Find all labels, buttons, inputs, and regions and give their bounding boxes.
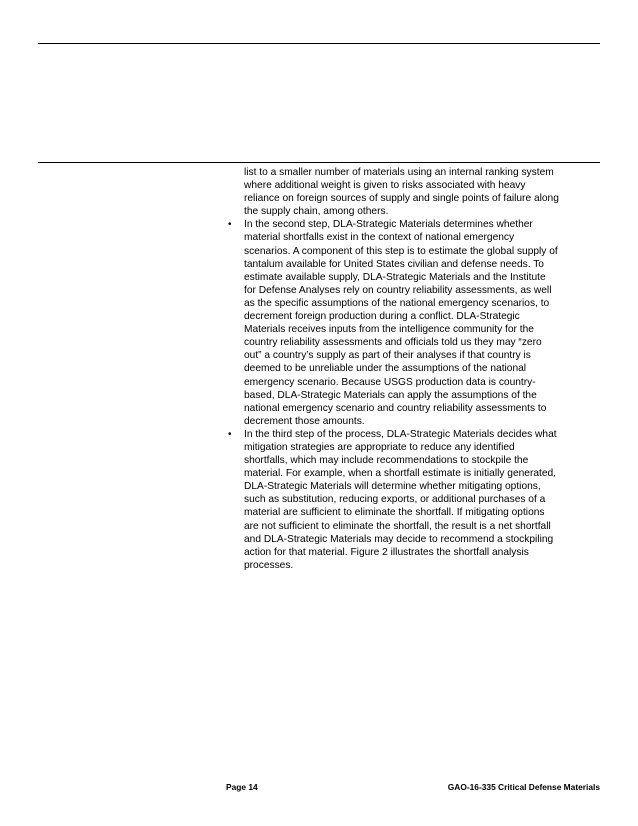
page-number: Page 14 <box>226 782 258 792</box>
bullet-icon: • <box>228 219 232 231</box>
text-line: decrement those amounts. <box>244 415 365 427</box>
text-line: In the third step of the process, DLA-Strategic Materials decides what <box>244 428 557 440</box>
text-line: material shortfalls exist in the context of national emergency <box>244 232 515 244</box>
text-line: Materials receives inputs from the intelligence community for the <box>244 324 534 336</box>
text-line: In the second step, DLA-Strategic Materials determines whether <box>244 219 533 231</box>
paragraph <box>228 218 602 428</box>
paragraph <box>244 166 602 218</box>
text-line: are not sufficient to eliminate the shortfall, the result is a net shortfall <box>244 520 551 532</box>
report-title: GAO-16-335 Critical Defense Materials <box>447 782 600 792</box>
header-rule-top <box>38 43 600 44</box>
text-line: action for that material. Figure 2 illustrates the shortfall analysis <box>244 546 529 558</box>
paragraph <box>228 428 602 572</box>
text-line: emergency scenario. Because USGS production data is country- <box>244 376 536 388</box>
text-line: deemed to be unreliable under the assumptions of the national <box>244 363 527 375</box>
text-line: national emergency scenario and country reliability assessments to <box>244 402 547 414</box>
text-line: where additional weight is given to risks associated with heavy <box>244 180 526 192</box>
text-line: material. For example, when a shortfall estimate is initially generated, <box>244 468 556 480</box>
text-line: list to a smaller number of materials using an internal ranking system <box>244 167 554 178</box>
header-rule-bottom <box>38 162 600 163</box>
text-line: as the specific assumptions of the national emergency scenarios, to <box>244 297 550 309</box>
text-line: decrement foreign production during a conflict. DLA-Strategic <box>244 311 520 323</box>
text-line: DLA-Strategic Materials will determine whether mitigating options, <box>244 481 541 493</box>
text-line: the supply chain, among others. <box>244 206 389 218</box>
text-line: out” a country’s supply as part of their analyses if that country is <box>244 350 531 362</box>
text-line: mitigation strategies are appropriate to reduce any identified <box>244 441 515 453</box>
text-line: shortfalls, which may include recommendations to stockpile the <box>244 455 529 467</box>
text-line: such as substitution, reducing exports, or additional purchases of a <box>244 494 546 506</box>
text-line: scenarios. A component of this step is to estimate the global supply of <box>244 245 558 257</box>
text-line: material are sufficient to eliminate the shortfall. If mitigating options <box>244 507 545 519</box>
text-line: for Defense Analyses rely on country reliability assessments, as well <box>244 284 552 296</box>
text-line: estimate available supply, DLA-Strategic Materials and the Institute <box>244 271 546 283</box>
body-text <box>228 166 602 572</box>
text-line: based, DLA-Strategic Materials can apply the assumptions of the <box>244 389 537 401</box>
text-line: tantalum available for United States civilian and defense needs. To <box>244 258 544 270</box>
text-line: processes. <box>244 559 294 571</box>
text-line: country reliability assessments and officials told us they may “zero <box>244 337 542 349</box>
text-line: reliance on foreign sources of supply and single points of failure along <box>244 193 559 205</box>
bullet-icon: • <box>228 428 232 440</box>
text-line: and DLA-Strategic Materials may decide to recommend a stockpiling <box>244 533 554 545</box>
